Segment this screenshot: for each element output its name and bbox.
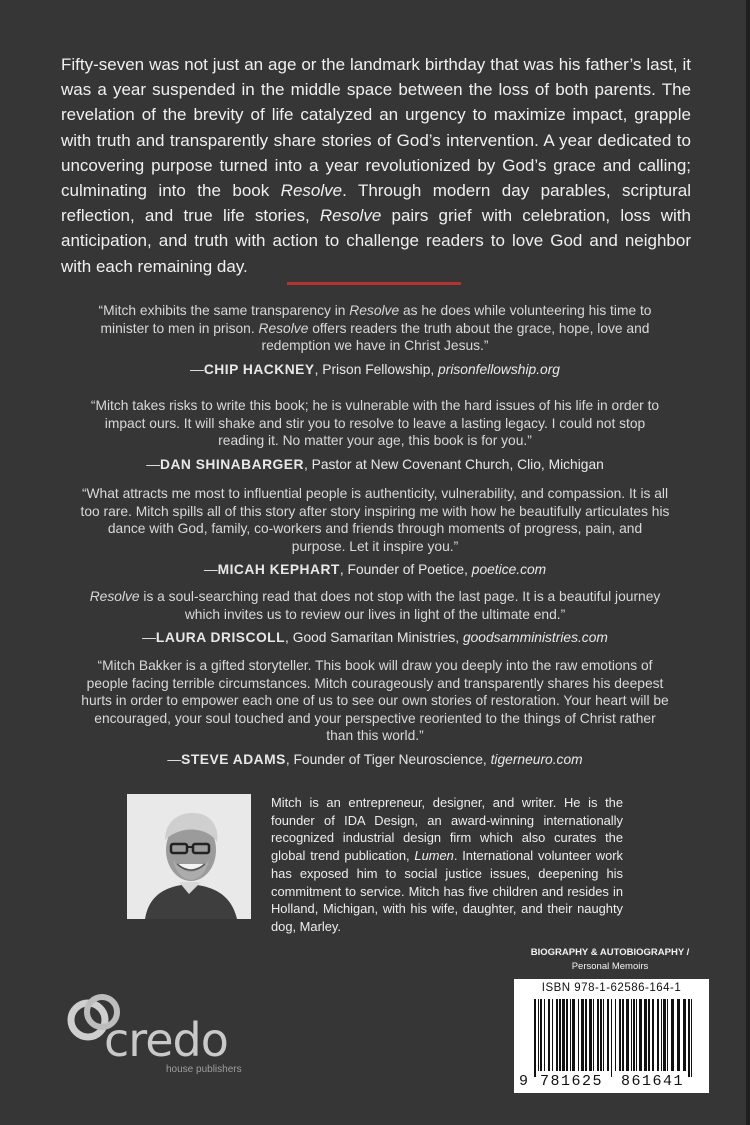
barcode-bar <box>615 999 616 1071</box>
publisher-subtitle: house publishers <box>166 1064 242 1075</box>
barcode-bar <box>633 999 635 1071</box>
barcode-bar <box>570 999 571 1071</box>
barcode-bar <box>626 999 629 1071</box>
barcode-bar <box>559 999 561 1071</box>
endorsement-text: “Mitch Bakker is a gifted storyteller. This book will draw you deeply into the raw emotions of people facing terrible circumstances. Mitch courageously and transparently shares his deepest hurts in order to empower each one of us to see our own stories of restoration. Your heart will be encouraged, your soul touched and your perspective reoriented to the things of Christ rather than this world.” <box>81 658 669 743</box>
barcode-bar <box>581 999 584 1071</box>
endorsement-4 <box>80 588 670 645</box>
barcode-bar <box>548 999 550 1071</box>
category-line-2: Personal Memoirs <box>571 961 649 972</box>
barcode-bar <box>600 999 602 1071</box>
barcode-bar <box>597 999 599 1071</box>
endorsement-text: Resolve is a soul-searching read that does not stop with the last page. It is a beautiful journey which invites us to review our lives in light of the ultimate end.” <box>89 589 661 622</box>
barcode-bar <box>611 999 612 1077</box>
endorsement-2 <box>80 397 670 472</box>
barcode-bar <box>544 999 545 1071</box>
endorsement-attribution: —MICAH KEPHART, Founder of Poetice, poetice.com <box>203 562 547 577</box>
barcode-bar <box>622 999 624 1071</box>
barcode-bar <box>652 999 654 1071</box>
barcode-bar <box>566 999 568 1071</box>
endorsement-5 <box>80 657 670 767</box>
back-cover-blurb: Fifty-seven was not just an age or the landmark birthday that was his father’s last, it was a year suspended in the middle space between the loss of both parents. The revelation of the brevity of life catalyzed an urgency to maximize impact, grapple with truth and transparently share stories of God’s intervention. A year dedicated to uncovering purpose turned into a year revolutionized by God’s grace and calling; culminating into the book Resolve. Through modern day parables, scriptural reflection, and true life stories, Resolve pairs grief with celebration, loss with anticipation, and truth with action to challenge readers to love God and neighbor with each remaining day. <box>61 55 691 276</box>
barcode-bar <box>671 999 674 1071</box>
book-title: Resolve <box>319 206 382 226</box>
author-bio: Mitch is an entrepreneur, designer, and writer. He is the founder of IDA Design, an award-winning internationally recognized industrial design firm which also curates the global trend publication, Lumen. International volunteer work has exposed him to social justice issues, deepening his commitment to service. Mitch has five children and resides in Holland, Michigan, with his wife, daughter, and their naughty dog, Marley. <box>271 795 623 934</box>
book-title: Resolve <box>280 181 343 201</box>
category-line-1: BIOGRAPHY & AUTOBIOGRAPHY / <box>530 947 690 958</box>
endorsement-1 <box>80 302 670 377</box>
barcode-bar <box>603 999 604 1071</box>
bisac-category <box>510 947 710 972</box>
endorsement-attribution: —DAN SHINABARGER, Pastor at New Covenant Church, Clio, Michigan <box>146 456 604 472</box>
barcode-bar <box>661 999 662 1071</box>
barcode-bar <box>593 999 594 1071</box>
publisher-name: credo <box>104 1013 228 1067</box>
barcode-bar <box>636 999 637 1071</box>
barcode-bar <box>540 999 542 1071</box>
barcode-bar <box>688 999 690 1077</box>
endorsement-text: “What attracts me most to influential people is authenticity, vulnerability, and compassion. It is all too rare. Mitch spills all of this story after story inspiring me with how he beautifully articulates his dance with God, family, co-workers and friends through moments of progress, pain, and purpose. Let it inspire you.” <box>80 486 670 554</box>
barcode-bar <box>572 999 575 1071</box>
barcode-bar <box>631 999 632 1071</box>
author-photo <box>127 794 251 919</box>
cover-edge <box>746 0 750 1125</box>
barcode-bar <box>538 999 539 1071</box>
divider-rule <box>287 282 461 285</box>
barcode-bar <box>648 999 650 1071</box>
endorsement-attribution: —LAURA DRISCOLL, Good Samaritan Ministries, goodsamministries.com <box>142 630 608 645</box>
barcode-bar <box>657 999 659 1071</box>
endorsement-text: “Mitch exhibits the same transparency in Resolve as he does while volunteering his time to minister to men in prison. Resolve offers readers the truth about the grace, hope, love and redemption we have in Christ Jesus.” <box>98 303 652 353</box>
barcode-bar <box>667 999 668 1071</box>
barcode-bar <box>683 999 686 1071</box>
barcode-bar <box>644 999 647 1071</box>
endorsement-attribution: —CHIP HACKNEY, Prison Fellowship, prisonfellowship.org <box>190 361 560 377</box>
barcode-bar <box>677 999 680 1071</box>
barcode-bar <box>619 999 621 1071</box>
endorsement-3 <box>80 485 670 577</box>
barcode-bar <box>562 999 565 1071</box>
barcode-bar <box>639 999 642 1071</box>
barcode-bar <box>552 999 553 1071</box>
author-portrait-icon <box>127 794 251 919</box>
barcode-bar <box>556 999 558 1071</box>
barcode-bar <box>578 999 579 1071</box>
barcode-bar <box>534 999 536 1077</box>
endorsement-text: “Mitch takes risks to write this book; he is vulnerable with the hard issues of his life in order to impact ours. It will shake and stir you to resolve to leave a lasting legacy. I could not stop reading it. No matter your age, this book is for you.” <box>90 398 660 448</box>
endorsement-attribution: —STEVE ADAMS, Founder of Tiger Neuroscience, tigerneuro.com <box>167 751 583 767</box>
isbn-label: ISBN 978-1-62586-164-1 <box>541 982 682 994</box>
barcode-bar <box>585 999 587 1071</box>
barcode-bar <box>589 999 592 1071</box>
barcode-bar <box>663 999 666 1071</box>
barcode-bar <box>691 999 692 1077</box>
barcode-bar <box>607 999 609 1071</box>
isbn-barcode: ISBN 978-1-62586-164-1 9 781625 861641 <box>514 979 709 1093</box>
